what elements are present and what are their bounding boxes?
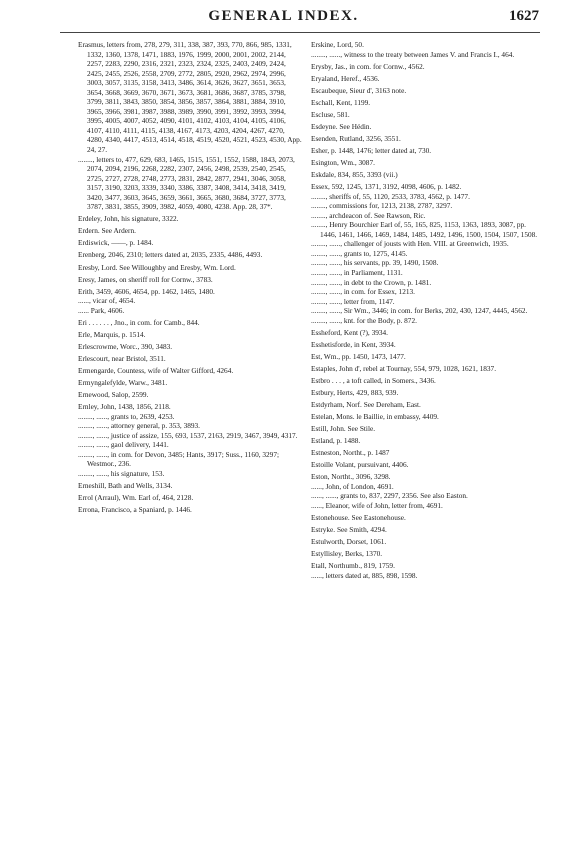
index-entry: Estaples, John d', rebel at Tournay, 554, 979, 1028, 1621, 1837. (311, 363, 497, 373)
index-entry: ........, ......, in com. for Devon, 3485; Hants, 3917; Suss., 1160, 3297; Westmor., 236. (78, 449, 279, 469)
index-entry: ........, ......, witness to the treaty between James V. and Francis I., 464. (311, 49, 515, 59)
left-index-column (78, 40, 302, 515)
index-entry: Eresy, James, on sheriff roll for Cornw., 3783. (78, 274, 213, 284)
index-entry: Esington, Wm., 3087. (311, 157, 375, 167)
index-entry: Estulworth, Dorset, 1061. (311, 537, 387, 547)
index-entry: Escaubeque, Sieur d', 3163 note. (311, 85, 407, 95)
index-entry: ........, Henry Bourchier Earl of, 55, 165, 825, 1153, 1363, 1893, 3087, pp. 1446, 1461, 1466, 1469, 1484, 1485, 1492, 1496, 1500, 1504, 1507, 1508. (311, 220, 538, 239)
index-entry: Esdeyne. See Hédin. (311, 121, 372, 131)
index-entry: Etall, Northumb., 819, 1759. (311, 561, 395, 571)
index-entry: ........, ......, letter from, 1147. (311, 296, 395, 306)
index-entry: Estyllisley, Berks, 1370. (311, 549, 383, 559)
index-entry: Erith, 3459, 4606, 4654, pp. 1462, 1465, 1480. (78, 286, 215, 296)
index-entry: Erdeley, John, his signature, 3322. (78, 214, 179, 224)
page-number: 1627 (509, 8, 539, 24)
index-entry: Ermyngalefylde, Warw., 3481. (78, 378, 168, 387)
index-entry: Estbro . . . , a toft called, in Somers., 3436. (311, 375, 436, 385)
index-entry: Estneston, Northt., p. 1487 (311, 448, 390, 458)
index-entry: Esshetisforde, in Kent, 3934. (311, 339, 396, 349)
index-entry: ........, commissions for, 1213, 2138, 2787, 3297. (311, 201, 453, 211)
index-entry: Estdyrham, Norf. See Dereham, East. (311, 400, 421, 410)
index-entry: ........, ......, his signature, 153. (78, 468, 165, 478)
index-entry: Errona, Francisco, a Spaniard, p. 1446. (78, 505, 192, 515)
index-entry: Eskdale, 834, 855, 3393 (vii.) (311, 170, 398, 180)
index-entry: ........, sheriffs of, 55, 1120, 2533, 3783, 4562, p. 1477. (311, 191, 470, 201)
index-entry: ........, ......, gaol delivery, 1441. (78, 440, 169, 450)
index-entry: Essex, 592, 1245, 1371, 3192, 4098, 4606, p. 1482. (311, 182, 462, 192)
index-entry: Erlescourt, near Bristol, 3511. (78, 353, 166, 363)
index-entry: Erle, Marquis, p. 1514. (78, 329, 146, 339)
index-entry: Est, Wm., pp. 1450, 1473, 1477. (311, 351, 406, 361)
index-entry: Erneshill, Bath and Wells, 3134. (78, 480, 173, 490)
index-entry: Erasmus, letters from, 278, 279, 311, 338, 387, 393, 770, 866, 985, 1331, 1332, 1360, 1378, 1471, 1883, 1976, 1999, 2000, 2001, 2002, 2144, 2257, 2283, 2290, 2316, 2321, 2323, 2324, 2325, 2403, 2409, 2424, 2425, 2455, 2526, 2558, 2709, 2772, 2805, 2920, 2962, 2974, 2996, 3003, 3057, 3135, 3158, 3413, 3486, 3614, 3626, 3627, 3651, 3653, 3654, 3668, 3669, 3670, 3671, 3673, 3681, 3686, 3687, 3785, 3798, 3799, 3811, 3843, 3850, 3854, 3856, 3857, 3864, 3881, 3884, 3910, 3965, 3966, 3981, 3987, 3988, 3989, 3990, 3991, 3992, 3993, 3994, 3995, 4005, 4007, 4052, 4090, 4101, 4102, 4103, 4104, 4105, 4106, 4107, 4110, 4111, 4115, 4138, 4167, 4173, 4203, 4204, 4267, 4270, 4280, 4340, 4417, 4513, 4514, 4518, 4519, 4520, 4521, 4523, 4530, App. 24, 27. (78, 40, 302, 155)
index-entry: Erenberg, 2046, 2310; letters dated at, 2035, 2335, 4486, 4493. (78, 250, 263, 260)
index-entry: Esher, p. 1448, 1476; letter dated at, 730. (311, 145, 432, 155)
index-entry: ........, ......, in Parliament, 1131. (311, 267, 403, 277)
index-entry: Escluse, 581. (311, 109, 350, 119)
index-entry: Estryke. See Smith, 4294. (311, 525, 387, 535)
index-entry: ........, ......, knt. for the Body, p. 872. (311, 315, 417, 325)
index-entry: Estill, John. See Stile. (311, 424, 376, 434)
index-entry: Estoille Volant, pursuivant, 4406. (311, 460, 409, 470)
index-entry: ........, ......, in debt to the Crown, p. 1481. (311, 277, 432, 287)
index-entry: ........, ......, his servants, pp. 39, 1490, 1508. (311, 258, 439, 268)
running-title: GENERAL INDEX. (208, 8, 359, 24)
index-entry: ......, John, of London, 4691. (311, 481, 394, 491)
index-entry: Estonehouse. See Eastonehouse. (311, 513, 406, 523)
index-entry: ........, ......, justice of assize, 155, 693, 1537, 2163, 2919, 3467, 3949, 4317. (78, 430, 298, 440)
index-entry: ...... Park, 4606. (78, 305, 125, 315)
index-entry: Esenden, Rutland, 3256, 3551. (311, 133, 401, 143)
page-header (0, 8, 567, 32)
index-entry: Eresby, Lord. See Willoughby and Eresby, Wm. Lord. (78, 262, 236, 272)
index-entry: Estelan, Mons. le Baillie, in embassy, 4409. (311, 412, 439, 422)
index-entry: Eri . . . . . . , Jno., in com. for Camb., 844. (78, 317, 200, 327)
header-rule (60, 32, 540, 33)
index-entry: ........, ......, in com. for Essex, 1213. (311, 287, 415, 297)
index-entry: ........, ......, Sir Wm., 3446; in com. for Berks, 202, 430, 1247, 4445, 4562. (311, 306, 528, 316)
index-entry: ......, vicar of, 4654. (78, 296, 136, 306)
index-entry: ........, ......, attorney general, p. 353, 3893. (78, 421, 200, 431)
index-entry: ........, ......, challenger of jousts with Hen. VIII. at Greenwich, 1935. (311, 239, 509, 249)
index-entry: ........, archdeacon of. See Rawson, Ric. (311, 210, 426, 220)
index-entry: Estland, p. 1488. (311, 436, 361, 446)
index-entry: Essheford, Kent (?), 3934. (311, 327, 389, 337)
index-entry: Estbury, Herts, 429, 883, 939. (311, 388, 399, 397)
index-entry: Ernewood, Salop, 2599. (78, 390, 149, 400)
index-entry: ......, Eleanor, wife of John, letter from, 4691. (311, 500, 443, 510)
index-entry: ........, ......, grants to, 1275, 4145. (311, 248, 408, 258)
index-entry: Eryaland, Heref., 4536. (311, 73, 380, 83)
index-entry: Erlescrowme, Worc., 390, 3483. (78, 341, 173, 351)
index-entry: ........, ......, grants to, 2639, 4253. (78, 411, 175, 421)
index-entry: Erdiswick, ——, p. 1484. (78, 238, 154, 248)
index-entry: Erysby, Jas., in com. for Cornw., 4562. (311, 61, 425, 71)
right-index-column (311, 40, 541, 580)
index-entry: Eschall, Kent, 1199. (311, 97, 371, 107)
index-entry: Ermengarde, Countess, wife of Walter Gifford, 4264. (78, 365, 234, 375)
index-entry: ......, ......, grants to, 837, 2297, 2356. See also Easton. (311, 491, 468, 501)
index-entry: Eston, Northt., 3096, 3298. (311, 472, 391, 482)
index-entry: ......, letters dated at, 885, 898, 1598. (311, 570, 418, 580)
index-entry: Errol (Arraul), Wm. Earl of, 464, 2128. (78, 493, 194, 503)
index-entry: Ernley, John, 1438, 1856, 2118. (78, 402, 171, 412)
index-entry: Erdern. See Ardern. (78, 226, 136, 236)
index-entry: Erskine, Lord, 50. (311, 40, 364, 49)
index-entry: ........, letters to, 477, 629, 683, 1465, 1515, 1551, 1552, 1588, 1843, 2073, 2074, 2094, 2196, 2268, 2282, 2307, 2456, 2498, 2539, 2540, 2545, 2725, 2727, 2728, 2748, 2773, 2831, 2842, 2877, 2941, 3046, 3058, 3157, 3190, 3203, 3339, 3340, 3386, 3387, 3408, 3414, 3418, 3419, 3420, 3477, 3603, 3645, 3659, 3661, 3665, 3680, 3684, 3727, 3773, 3787, 3831, 3855, 3909, 3982, 4059, 4080, 4238. App. 28, 37*. (78, 154, 295, 212)
